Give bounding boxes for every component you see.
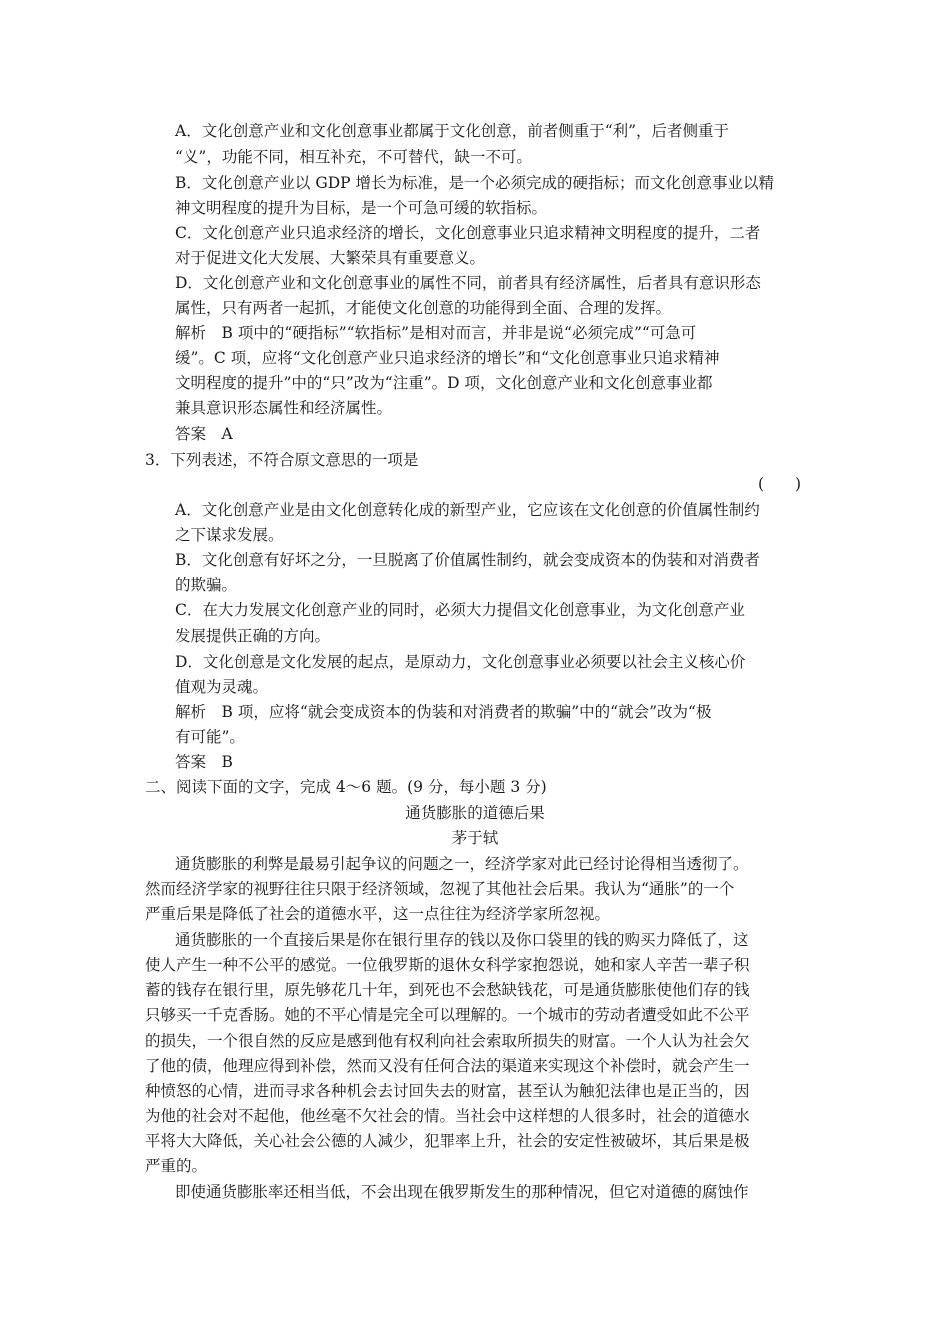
paragraph-1: 通货膨胀的利弊是最易引起争议的问题之一，经济学家对此已经讨论得相当透彻了。 xyxy=(175,855,749,873)
q2-option-a: A．文化创意产业和文化创意事业都属于文化创意，前者侧重于“利”，后者侧重于 xyxy=(175,122,730,140)
paragraph-1-line: 然而经济学家的视野往往只限于经济领域，忽视了其他社会后果。我认为“通胀”的一个 xyxy=(145,880,735,898)
q3-option-a: A．文化创意产业是由文化创意转化成的新型产业，它应该在文化创意的价值属性制约 xyxy=(175,501,760,519)
article-author: 茅于轼 xyxy=(451,829,499,847)
q3-answer-bracket: ( ) xyxy=(758,475,802,493)
q3-option-a-cont: 之下谋求发展。 xyxy=(175,526,284,544)
q2-option-b-cont: 神文明程度的提升为目标，是一个可急可缓的软指标。 xyxy=(175,199,548,217)
q2-analysis-cont: 文明程度的提升”中的“只”改为“注重”。D 项，文化创意产业和文化创意事业都 xyxy=(175,374,713,392)
q3-option-d-cont: 值观为灵魂。 xyxy=(175,678,269,696)
q2-analysis-cont: 兼具意识形态属性和经济属性。 xyxy=(175,399,393,417)
q3-answer: 答案 B xyxy=(175,753,233,771)
paragraph-2-line: 的损失，一个很自然的反应是感到他有权利向社会索取所损失的财富。一个人认为社会欠 xyxy=(145,1032,750,1050)
q2-analysis: 解析 B 项中的“硬指标”“软指标”是相对而言，并非是说“必须完成”“可急可 xyxy=(175,324,697,342)
q3-option-c-cont: 发展提供正确的方向。 xyxy=(175,627,331,645)
q2-option-b: B．文化创意产业以 GDP 增长为标准，是一个必须完成的硬指标；而文化创意事业以精 xyxy=(175,174,774,192)
paragraph-2-line: 平将大大降低，关心社会公德的人减少，犯罪率上升，社会的安定性被破坏，其后果是极 xyxy=(145,1132,750,1150)
paragraph-1-line: 严重后果是降低了社会的道德水平，这一点往往为经济学家所忽视。 xyxy=(145,905,611,923)
q2-option-d-cont: 属性，只有两者一起抓，才能使文化创意的功能得到全面、合理的发挥。 xyxy=(175,299,672,317)
q3-option-d: D．文化创意是文化发展的起点，是原动力，文化创意事业必须要以社会主义核心价 xyxy=(175,653,746,671)
q2-answer: 答案 A xyxy=(175,425,233,443)
q3-stem: 3．下列表述，不符合原文意思的一项是 xyxy=(145,451,419,469)
q2-option-a-cont: “义”，功能不同，相互补充，不可替代，缺一不可。 xyxy=(175,148,532,166)
q2-option-c: C．文化创意产业只追求经济的增长，文化创意事业只追求精神文明程度的提升，二者 xyxy=(175,224,761,242)
q2-option-c-cont: 对于促进文化大发展、大繁荣具有重要意义。 xyxy=(175,249,486,267)
paragraph-3: 即使通货膨胀率还相当低，不会出现在俄罗斯发生的那种情况，但它对道德的腐蚀作 xyxy=(175,1183,749,1201)
q3-option-b: B．文化创意有好坏之分，一旦脱离了价值属性制约，就会变成资本的伪装和对消费者 xyxy=(175,551,760,569)
paragraph-2-line: 只够买一千克香肠。她的不平心情是完全可以理解的。一个城市的劳动者遭受如此不公平 xyxy=(145,1006,750,1024)
q3-analysis-cont: 有可能”。 xyxy=(175,728,245,746)
paragraph-2-line: 使人产生一种不公平的感觉。一位俄罗斯的退休女科学家抱怨说，她和家人辛苦一辈子积 xyxy=(145,956,750,974)
paragraph-2-line: 严重的。 xyxy=(145,1157,208,1175)
paragraph-2-line: 了他的债，他理应得到补偿，然而又没有任何合法的渠道来实现这个补偿时，就会产生一 xyxy=(145,1057,750,1075)
paragraph-2-line: 蓄的钱存在银行里，原先够花几十年，到死也不会愁缺钱花，可是通货膨胀使他们存的钱 xyxy=(145,981,750,999)
q3-option-c: C．在大力发展文化创意产业的同时，必须大力提倡文化创意事业，为文化创意产业 xyxy=(175,601,745,619)
q2-analysis-cont: 缓”。C 项，应将“文化创意产业只追求经济的增长”和“文化创意事业只追求精神 xyxy=(175,349,720,367)
article-title: 通货膨胀的道德后果 xyxy=(405,804,545,822)
section-heading: 二、阅读下面的文字，完成 4～6 题。(9 分，每小题 3 分) xyxy=(145,778,547,796)
q2-option-d: D．文化创意产业和文化创意事业的属性不同，前者具有经济属性，后者具有意识形态 xyxy=(175,274,761,292)
paragraph-2-line: 种愤怒的心情，进而寻求各种机会去讨回失去的财富，甚至认为触犯法律也是正当的，因 xyxy=(145,1082,750,1100)
q3-analysis: 解析 B 项，应将“就会变成资本的伪装和对消费者的欺骗”中的“就会”改为“极 xyxy=(175,703,712,721)
paragraph-2-line: 为他的社会对不起他，他丝毫不欠社会的情。当社会中这样想的人很多时，社会的道德水 xyxy=(145,1107,750,1125)
paragraph-2: 通货膨胀的一个直接后果是你在银行里存的钱以及你口袋里的钱的购买力降低了，这 xyxy=(175,931,749,949)
q3-option-b-cont: 的欺骗。 xyxy=(175,576,238,594)
